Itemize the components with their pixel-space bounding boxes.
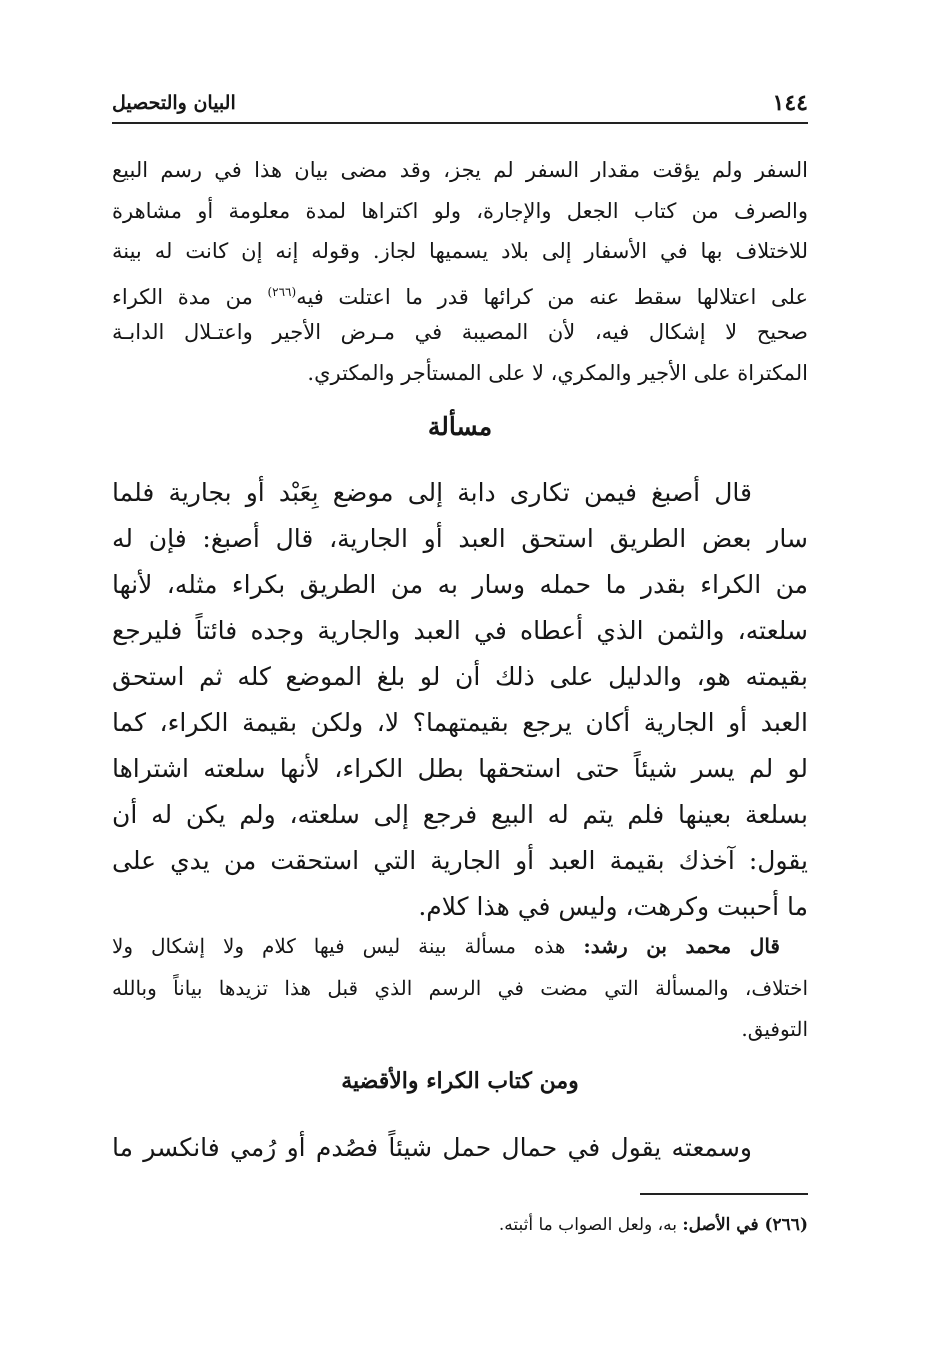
section-heading-masala: مسألة bbox=[427, 412, 493, 441]
footnote-marker: (٢٦٦) في الأصل: bbox=[682, 1215, 808, 1235]
text-line bbox=[112, 272, 808, 313]
paragraph-3 bbox=[112, 926, 808, 1051]
text-line: وسمعته يقول في حمال حمل شيئاً فصُدم أو رُمي فانكسر ما bbox=[112, 1133, 752, 1162]
text-line: يقول: آخذك بقيمة العبد أو الجارية التي استحقت من يدي على bbox=[112, 846, 808, 875]
running-title: البيان والتحصيل bbox=[112, 92, 236, 114]
text-line: المكتراة على الأجير والمكري، لا على المستأجر والمكتري. bbox=[307, 360, 808, 385]
text-line: بقيمته هو، والدليل على ذلك أن لو بلغ الموضع كله ثم استحق bbox=[112, 662, 808, 691]
text-line bbox=[112, 926, 808, 968]
text-line: من الكراء بقدر ما حمله وسار به من الطريق بكراء مثله، لأنها bbox=[112, 570, 808, 599]
commentary-lead: قال محمد بن رشد: bbox=[583, 934, 780, 958]
page-number: ١٤٤ bbox=[772, 90, 808, 116]
paragraph-1 bbox=[112, 150, 808, 393]
section-heading-kitab: ومن كتاب الكراء والأقضية bbox=[341, 1068, 579, 1094]
text-line: للاختلاف بها في الأسفار إلى بلاد يسميها لجاز. وقوله إنه إن كانت له بينة bbox=[112, 239, 808, 263]
text-line-rest: هذه مسألة بينة ليس فيها كلام ولا إشكال ولا bbox=[112, 934, 584, 958]
text-line: صحيح لا إشكال فيه، لأن المصيبة في مـرض الأجير واعتـلال الدابـة bbox=[112, 320, 808, 344]
text-line: والصرف من كتاب الجعل والإجارة، ولو اكتراها لمدة معلومة أو مشاهرة bbox=[112, 198, 808, 223]
text-line-end: من مدة الكراء bbox=[112, 284, 253, 309]
text-line-start: على اعتلالها سقط عنه من كرائها قدر ما اعتلت فيه bbox=[296, 284, 808, 309]
footnote-divider bbox=[640, 1193, 808, 1195]
footnote-text: به، ولعل الصواب ما أثبته. bbox=[498, 1215, 683, 1235]
page-header bbox=[112, 86, 808, 124]
text-line: قال أصبغ فيمن تكارى دابة إلى موضع بِعَبْد أو بجارية فلما bbox=[112, 478, 752, 507]
text-line: التوفيق. bbox=[741, 1017, 808, 1041]
text-line: بسلعة بعينها فلم يتم له البيع فرجع إلى سلعته، ولم يكن له أن bbox=[112, 800, 808, 829]
paragraph-4 bbox=[112, 1124, 808, 1172]
text-line: ما أحببت وكرهت، وليس في هذا كلام. bbox=[418, 892, 808, 921]
text-line: العبد أو الجارية أكان يرجع بقيمتهما؟ لا، ولكن بقيمة الكراء، كما bbox=[112, 708, 808, 737]
footnote-reference: (٢٦٦) bbox=[267, 284, 297, 299]
footnote bbox=[112, 1215, 808, 1235]
text-line: لو لم يسر شيئاً حتى استحقها بطل الكراء، لأنها سلعته اشتراها bbox=[112, 754, 808, 783]
text-line: اختلاف، والمسألة التي مضت في الرسم الذي قبل هذا تزيدها بياناً وبالله bbox=[112, 975, 808, 1000]
text-line: سلعته، والثمن الذي أعطاه في العبد والجارية وجده فائتاً فليرجع bbox=[112, 616, 808, 645]
text-line: سار بعض الطريق استحق العبد أو الجارية، قال أصبغ: فإن له bbox=[112, 524, 808, 553]
paragraph-2 bbox=[112, 470, 808, 930]
text-line: السفر ولم يؤقت مقدار السفر لم يجز، وقد مضى بيان هذا في رسم البيع bbox=[112, 158, 808, 182]
